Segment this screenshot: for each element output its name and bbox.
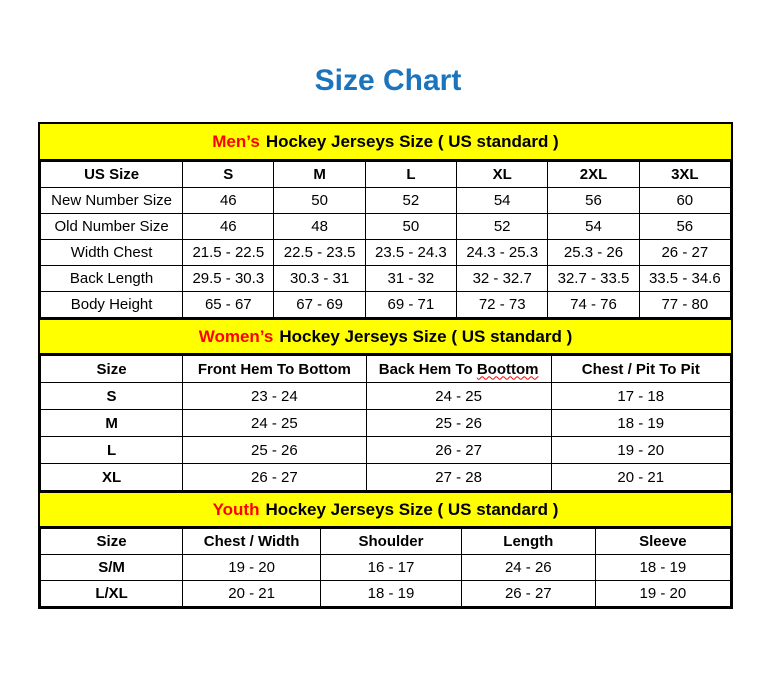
youth-row-label-1: L/XL bbox=[41, 581, 183, 607]
mens-row-label-2: Width Chest bbox=[41, 240, 183, 266]
womens-row-0 bbox=[41, 383, 731, 410]
womens-row-label-1: M bbox=[41, 410, 183, 437]
mens-cell-r0-c1: 50 bbox=[274, 188, 365, 214]
mens-cell-r3-c1: 30.3 - 31 bbox=[274, 266, 365, 292]
womens-col-header-0: Size bbox=[41, 356, 183, 383]
mens-row-0 bbox=[41, 188, 731, 214]
mens-col-header-0: US Size bbox=[41, 162, 183, 188]
mens-col-header-4: XL bbox=[457, 162, 548, 188]
mens-section-header bbox=[40, 124, 731, 161]
womens-col-header-3: Chest / Pit To Pit bbox=[551, 356, 730, 383]
youth-row-label-0: S/M bbox=[41, 555, 183, 581]
mens-cell-r2-c5: 26 - 27 bbox=[639, 240, 730, 266]
womens-cell-r1-c1: 25 - 26 bbox=[366, 410, 551, 437]
mens-cell-r1-c4: 54 bbox=[548, 214, 639, 240]
womens-cell-r0-c1: 24 - 25 bbox=[366, 383, 551, 410]
mens-cell-r4-c4: 74 - 76 bbox=[548, 292, 639, 318]
mens-cell-r4-c2: 69 - 71 bbox=[365, 292, 456, 318]
mens-cell-r0-c4: 56 bbox=[548, 188, 639, 214]
womens-cell-r2-c2: 19 - 20 bbox=[551, 437, 730, 464]
mens-row-1 bbox=[41, 214, 731, 240]
mens-cell-r2-c3: 24.3 - 25.3 bbox=[457, 240, 548, 266]
mens-cell-r3-c2: 31 - 32 bbox=[365, 266, 456, 292]
mens-col-header-6: 3XL bbox=[639, 162, 730, 188]
youth-cell-r1-c3: 19 - 20 bbox=[595, 581, 730, 607]
mens-col-header-5: 2XL bbox=[548, 162, 639, 188]
womens-col-header-2: Back Hem To Boottom bbox=[366, 356, 551, 383]
mens-col-header-2: M bbox=[274, 162, 365, 188]
mens-cell-r1-c1: 48 bbox=[274, 214, 365, 240]
womens-section-title: Hockey Jerseys Size ( US standard ) bbox=[279, 326, 573, 346]
mens-row-label-3: Back Length bbox=[41, 266, 183, 292]
mens-section-highlight: Men’s bbox=[212, 131, 260, 151]
womens-cell-r3-c0: 26 - 27 bbox=[183, 464, 367, 491]
womens-column-header-row bbox=[41, 356, 731, 383]
youth-section-header bbox=[40, 491, 731, 528]
page-title: Size Chart bbox=[314, 64, 462, 97]
mens-cell-r0-c0: 46 bbox=[183, 188, 274, 214]
womens-row-label-3: XL bbox=[41, 464, 183, 491]
womens-cell-r2-c1: 26 - 27 bbox=[366, 437, 551, 464]
womens-row-3 bbox=[41, 464, 731, 491]
mens-cell-r1-c3: 52 bbox=[457, 214, 548, 240]
mens-row-4 bbox=[41, 292, 731, 318]
mens-row-2 bbox=[41, 240, 731, 266]
womens-section-header bbox=[40, 318, 731, 355]
womens-cell-r0-c2: 17 - 18 bbox=[551, 383, 730, 410]
mens-cell-r3-c5: 33.5 - 34.6 bbox=[639, 266, 730, 292]
mens-size-table bbox=[40, 161, 731, 318]
womens-cell-r3-c2: 20 - 21 bbox=[551, 464, 730, 491]
mens-row-label-0: New Number Size bbox=[41, 188, 183, 214]
womens-row-label-2: L bbox=[41, 437, 183, 464]
mens-cell-r1-c0: 46 bbox=[183, 214, 274, 240]
youth-col-header-4: Sleeve bbox=[595, 529, 730, 555]
youth-cell-r0-c1: 16 - 17 bbox=[321, 555, 462, 581]
womens-row-1 bbox=[41, 410, 731, 437]
mens-cell-r0-c2: 52 bbox=[365, 188, 456, 214]
mens-cell-r4-c5: 77 - 80 bbox=[639, 292, 730, 318]
youth-size-table bbox=[40, 528, 731, 607]
youth-row-1 bbox=[41, 581, 731, 607]
mens-cell-r0-c3: 54 bbox=[457, 188, 548, 214]
womens-cell-r0-c0: 23 - 24 bbox=[183, 383, 367, 410]
womens-cell-r1-c2: 18 - 19 bbox=[551, 410, 730, 437]
mens-cell-r3-c3: 32 - 32.7 bbox=[457, 266, 548, 292]
mens-cell-r0-c5: 60 bbox=[639, 188, 730, 214]
mens-row-3 bbox=[41, 266, 731, 292]
mens-cell-r1-c5: 56 bbox=[639, 214, 730, 240]
youth-row-0 bbox=[41, 555, 731, 581]
mens-row-label-1: Old Number Size bbox=[41, 214, 183, 240]
mens-column-header-row bbox=[41, 162, 731, 188]
mens-col-header-1: S bbox=[183, 162, 274, 188]
womens-row-2 bbox=[41, 437, 731, 464]
mens-cell-r3-c0: 29.5 - 30.3 bbox=[183, 266, 274, 292]
womens-cell-r2-c0: 25 - 26 bbox=[183, 437, 367, 464]
youth-cell-r0-c2: 24 - 26 bbox=[461, 555, 595, 581]
misspelled-word-squiggle: Boottom bbox=[476, 360, 539, 378]
youth-col-header-2: Shoulder bbox=[321, 529, 462, 555]
youth-col-header-0: Size bbox=[41, 529, 183, 555]
womens-col-header-1: Front Hem To Bottom bbox=[183, 356, 367, 383]
mens-cell-r4-c1: 67 - 69 bbox=[274, 292, 365, 318]
mens-cell-r2-c1: 22.5 - 23.5 bbox=[274, 240, 365, 266]
womens-size-table bbox=[40, 355, 731, 491]
womens-row-label-0: S bbox=[41, 383, 183, 410]
youth-cell-r0-c3: 18 - 19 bbox=[595, 555, 730, 581]
mens-row-label-4: Body Height bbox=[41, 292, 183, 318]
youth-column-header-row bbox=[41, 529, 731, 555]
womens-cell-r1-c0: 24 - 25 bbox=[183, 410, 367, 437]
size-chart-tables bbox=[38, 122, 733, 609]
youth-section-highlight: Youth bbox=[212, 499, 260, 519]
womens-section-highlight: Women’s bbox=[198, 326, 274, 346]
youth-cell-r1-c1: 18 - 19 bbox=[321, 581, 462, 607]
youth-col-header-3: Length bbox=[461, 529, 595, 555]
youth-cell-r1-c0: 20 - 21 bbox=[183, 581, 321, 607]
mens-section-title: Hockey Jerseys Size ( US standard ) bbox=[265, 131, 559, 151]
mens-cell-r2-c0: 21.5 - 22.5 bbox=[183, 240, 274, 266]
mens-col-header-3: L bbox=[365, 162, 456, 188]
youth-cell-r1-c2: 26 - 27 bbox=[461, 581, 595, 607]
mens-cell-r3-c4: 32.7 - 33.5 bbox=[548, 266, 639, 292]
womens-cell-r3-c1: 27 - 28 bbox=[366, 464, 551, 491]
mens-cell-r4-c3: 72 - 73 bbox=[457, 292, 548, 318]
youth-cell-r0-c0: 19 - 20 bbox=[183, 555, 321, 581]
youth-col-header-1: Chest / Width bbox=[183, 529, 321, 555]
youth-section-title: Hockey Jerseys Size ( US standard ) bbox=[265, 499, 559, 519]
mens-cell-r4-c0: 65 - 67 bbox=[183, 292, 274, 318]
mens-cell-r1-c2: 50 bbox=[365, 214, 456, 240]
mens-cell-r2-c4: 25.3 - 26 bbox=[548, 240, 639, 266]
mens-cell-r2-c2: 23.5 - 24.3 bbox=[365, 240, 456, 266]
